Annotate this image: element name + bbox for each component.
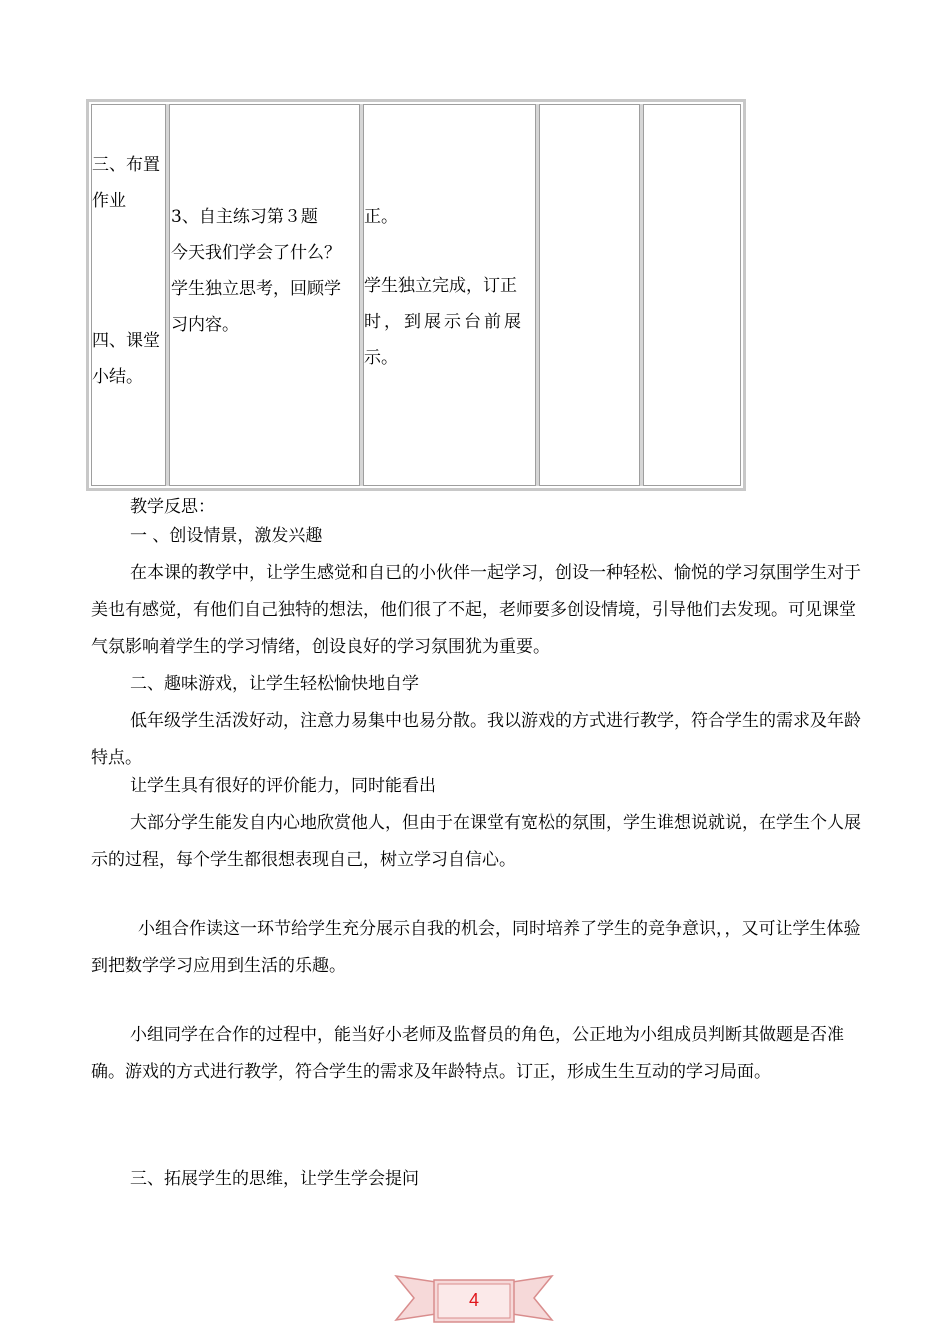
section-2-title: 二、趣味游戏，让学生轻松愉快地自学 [130, 674, 419, 694]
table-divider [639, 104, 644, 486]
step-4-label: 四、课堂 小结。 [92, 331, 160, 387]
page-number: 4 [468, 1290, 479, 1310]
step-3-label: 三、布置 作业 [92, 155, 160, 211]
cell-line: 学生独立完成，订正 [364, 276, 517, 296]
cell-line: 今天我们学会了什么？ [171, 243, 341, 263]
section-1-title: 一 、创设情景，激发兴趣 [130, 526, 323, 546]
section-1-body: 在本课的教学中，让学生感觉和自已的小伙伴一起学习，创设一种轻松、愉悦的学习氛围学生对于美也有感觉，有他们自己独特的想法，他们很了不起，老师要多创设情境，引导他们去发现。可见课堂气氛影响着学生的学习情绪，创设良好的学习氛围犹为重要。 [91, 563, 861, 657]
section-2-body-2: 让学生具有很好的评价能力，同时能看出 [130, 776, 436, 796]
section-2-body-4: 小组合作读这一环节给学生充分展示自我的机会，同时培养了学生的竞争意识，，又可让学生体验到把数学学习应用到生活的乐趣。 [91, 919, 861, 976]
student-activity-top: 正。 [364, 207, 398, 227]
cell-line: 示。 [364, 348, 398, 368]
section-2-body-1: 低年级学生活泼好动，注意力易集中也易分散。我以游戏的方式进行教学，符合学生的需求及年龄特点。 [91, 711, 861, 768]
cell-line: 时，到展示台前展 [364, 312, 524, 332]
student-activity-cell [364, 268, 536, 376]
teacher-activity-cell [171, 199, 341, 343]
section-2-body-5: 小组同学在合作的过程中，能当好小老师及监督员的角色，公正地为小组成员判断其做题是否准确。游戏的方式进行教学，符合学生的需求及年龄特点。订正，形成生生互动的学习局面。 [91, 1025, 844, 1082]
cell-line: 3、自主练习第３题 [171, 207, 318, 227]
section-2-body-3: 大部分学生能发自内心地欣赏他人，但由于在课堂有宽松的氛围，学生谁想说就说，在学生个人展示的过程，每个学生都很想表现自己，树立学习自信心。 [91, 813, 861, 870]
section-3-title: 三、拓展学生的思维，让学生学会提问 [130, 1169, 419, 1189]
cell-line: 习内容。 [171, 315, 239, 335]
cell-line: 学生独立思考，回顾学 [171, 279, 341, 299]
table-divider [165, 104, 170, 486]
page-number-badge [388, 1268, 560, 1326]
reflection-heading: 教学反思： [130, 497, 215, 517]
